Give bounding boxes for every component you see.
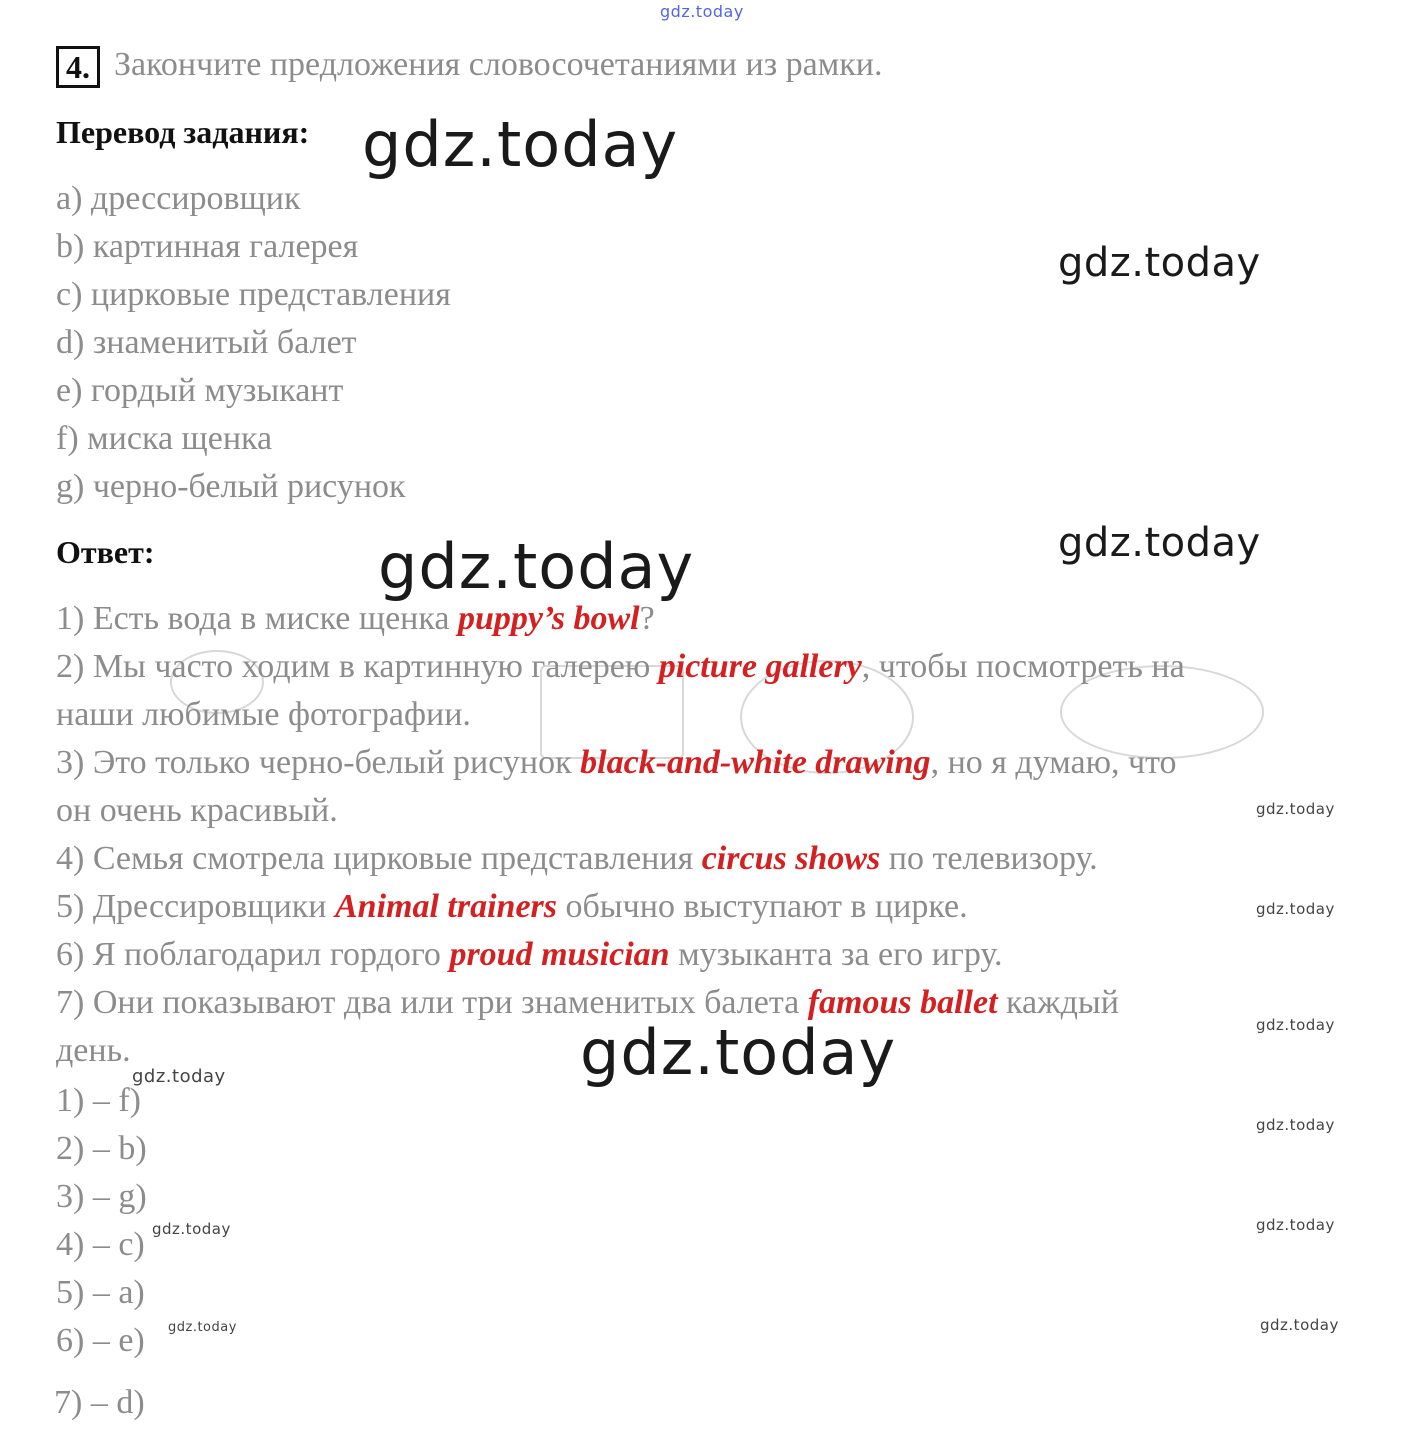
sentence-text: день. <box>56 1032 131 1069</box>
match-item: 3) – g) <box>56 1178 147 1215</box>
sentence-text: 1) Есть вода в миске щенка <box>56 600 458 637</box>
answer-sentence-line <box>56 936 1003 974</box>
sentence-text: 3) Это только черно-белый рисунок <box>56 744 581 781</box>
translation-item: d) знаменитый балет <box>56 324 357 361</box>
task-number: 4. <box>56 46 100 88</box>
sentence-text: ? <box>639 600 655 637</box>
translation-item: c) цирковые представления <box>56 276 451 313</box>
match-item: 2) – b) <box>56 1130 147 1167</box>
watermark-large: gdz.today <box>378 530 695 603</box>
answer-phrase: circus shows <box>701 840 881 877</box>
answer-sentence-line <box>56 888 968 926</box>
match-item: 1) – f) <box>56 1082 141 1119</box>
sentence-text: 7) Они показывают два или три знаменитых балета <box>56 984 808 1021</box>
translation-item: b) картинная галерея <box>56 228 359 265</box>
watermark-small: gdz.today <box>1256 900 1335 918</box>
answer-sentence-line <box>56 600 655 638</box>
answer-sentence-line <box>56 648 1185 686</box>
match-item: 6) – e) <box>56 1322 145 1359</box>
sentence-text: , чтобы посмотреть на <box>861 648 1185 685</box>
translation-item: e) гордый музыкант <box>56 372 344 409</box>
watermark-small: gdz.today <box>168 1320 237 1335</box>
translation-heading: Перевод задания: <box>56 114 310 150</box>
answer-phrase: black-and-white drawing <box>580 744 931 781</box>
sentence-text: каждый <box>997 984 1119 1021</box>
answer-phrase: picture gallery <box>658 648 862 685</box>
sentence-text: , но я думаю, что <box>930 744 1177 781</box>
sentence-text: 6) Я поблагодарил гордого <box>56 936 450 973</box>
watermark-large: gdz.today <box>580 1016 897 1089</box>
sentence-text: наши любимые фотографии. <box>56 696 471 733</box>
task-title: Закончите предложения словосочетаниями из рамки. <box>114 46 883 83</box>
answer-phrase: famous ballet <box>807 984 998 1021</box>
sentence-text: по телевизору. <box>880 840 1098 877</box>
watermark-medium: gdz.today <box>1058 520 1261 566</box>
watermark-small: gdz.today <box>1256 800 1335 818</box>
answer-phrase: proud musician <box>449 936 670 973</box>
answer-heading: Ответ: <box>56 534 155 570</box>
watermark-large: gdz.today <box>362 108 679 181</box>
answer-phrase: puppy’s bowl <box>457 600 640 637</box>
match-item: 5) – a) <box>56 1274 145 1311</box>
sentence-text: он очень красивый. <box>56 792 338 829</box>
answer-sentence-line <box>56 1032 131 1070</box>
match-item: 7) – d) <box>54 1384 145 1421</box>
answer-sentence-line <box>56 696 471 734</box>
sentence-text: 4) Семья смотрела цирковые представления <box>56 840 702 877</box>
answer-sentence-line <box>56 984 1119 1022</box>
watermark-top: gdz.today <box>660 2 744 21</box>
translation-item: f) миска щенка <box>56 420 273 457</box>
answer-sentence-line <box>56 792 338 830</box>
sentence-text: обычно выступают в цирке. <box>557 888 968 925</box>
watermark-small: gdz.today <box>1260 1316 1339 1334</box>
answer-sentence-line <box>56 744 1177 782</box>
translation-item: a) дрессировщик <box>56 180 301 217</box>
watermark-medium: gdz.today <box>1058 240 1261 286</box>
sentence-text: музыканта за его игру. <box>669 936 1003 973</box>
answer-phrase: Animal trainers <box>334 888 557 925</box>
sentence-text: 2) Мы часто ходим в картинную галерею <box>56 648 659 685</box>
watermark-small: gdz.today <box>1256 1116 1335 1134</box>
watermark-small: gdz.today <box>1256 1216 1335 1234</box>
match-item: 4) – c) <box>56 1226 145 1263</box>
translation-item: g) черно-белый рисунок <box>56 468 406 505</box>
answer-sentence-line <box>56 840 1098 878</box>
watermark-small: gdz.today <box>1256 1016 1335 1034</box>
watermark-small: gdz.today <box>152 1220 231 1238</box>
watermark-small: gdz.today <box>132 1066 226 1087</box>
sentence-text: 5) Дрессировщики <box>56 888 335 925</box>
